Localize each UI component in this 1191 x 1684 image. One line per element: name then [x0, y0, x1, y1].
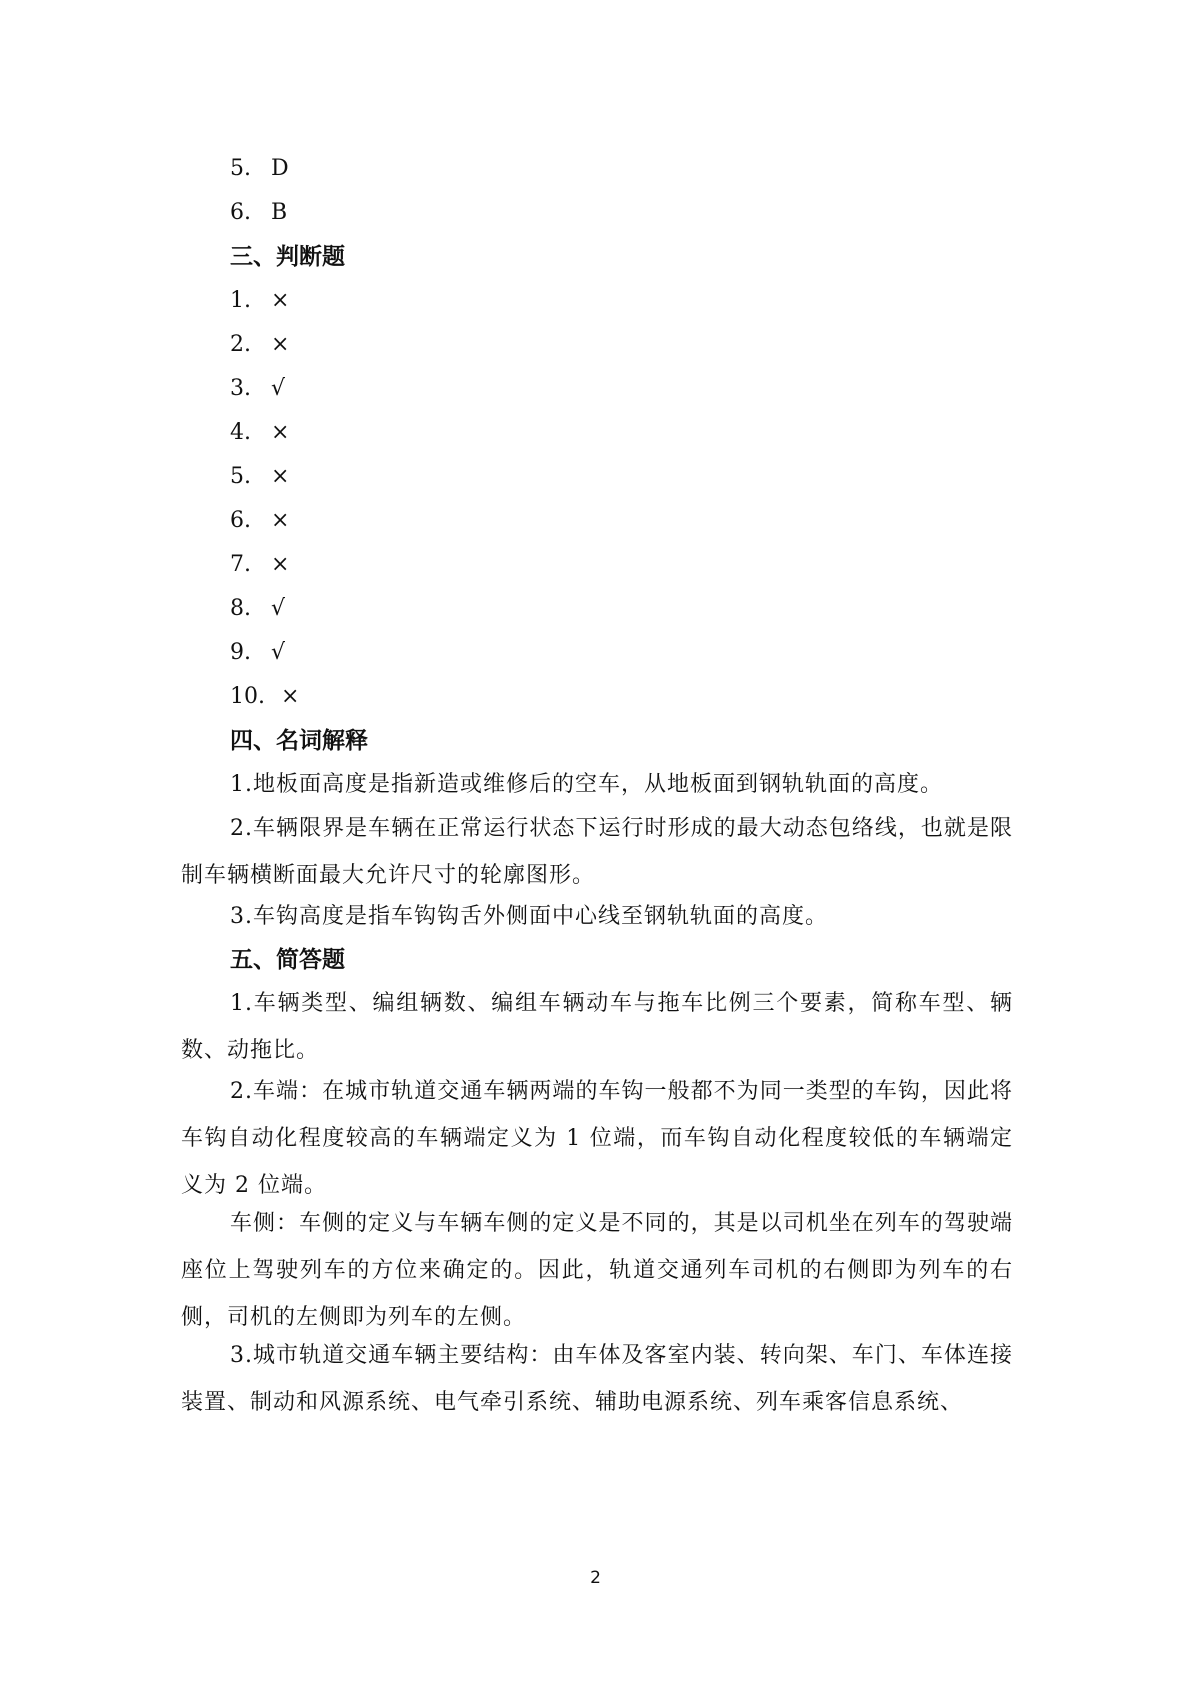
- item-answer: B: [271, 200, 288, 225]
- item-number: 2.: [230, 332, 251, 357]
- item-answer: D: [271, 156, 289, 181]
- item-mark: √: [271, 640, 286, 665]
- judgement-item-3: [230, 374, 285, 404]
- item-mark: ×: [271, 552, 290, 577]
- short-answer-paragraph-3: 车侧：车侧的定义与车辆车侧的定义是不同的，其是以司机坐在列车的驾驶端座位上驾驶列车的方位来确定的。因此，轨道交通列车司机的右侧即为列车的右侧，司机的左侧即为列车的左侧。: [181, 1211, 1013, 1330]
- short-answer-paragraph-2: 2.车端：在城市轨道交通车辆两端的车钩一般都不为同一类型的车钩，因此将车钩自动化程度较高的车辆端定义为 1 位端，而车钩自动化程度较低的车辆端定义为 2 位端。: [181, 1079, 1013, 1198]
- terms-paragraph-3: 3.车钩高度是指车钩钩舌外侧面中心线至钢轨轨面的高度。: [230, 904, 828, 929]
- judgement-item-9: [230, 638, 285, 668]
- item-mark: ×: [271, 508, 290, 533]
- judgement-item-10: [230, 682, 299, 712]
- judgement-item-8: [230, 594, 285, 624]
- item-number: 9.: [230, 640, 251, 665]
- item-number: 6.: [230, 200, 251, 225]
- section-heading-judgement: 三、判断题: [230, 244, 345, 270]
- judgement-item-2: [230, 330, 289, 360]
- section-heading-short-answer: 五、简答题: [230, 947, 345, 973]
- page-number: 2: [590, 1568, 601, 1588]
- item-number: 5.: [230, 464, 251, 489]
- item-mark: ×: [271, 464, 290, 489]
- judgement-item-5: [230, 462, 289, 492]
- item-number: 5.: [230, 156, 251, 181]
- short-answer-paragraph-1: 1.车辆类型、编组辆数、编组车辆动车与拖车比例三个要素，简称车型、辆数、动拖比。: [181, 991, 1013, 1063]
- judgement-item-6: [230, 506, 289, 536]
- section-heading-terms: 四、名词解释: [230, 728, 368, 754]
- short-answer-paragraph-4: 3.城市轨道交通车辆主要结构：由车体及客室内装、转向架、车门、车体连接装置、制动和风源系统、电气牵引系统、辅助电源系统、列车乘客信息系统、: [181, 1343, 1013, 1415]
- judgement-item-1: [230, 286, 289, 316]
- item-number: 1.: [230, 288, 251, 313]
- terms-paragraph-2: 2.车辆限界是车辆在正常运行状态下运行时形成的最大动态包络线，也就是限制车辆横断面最大允许尺寸的轮廓图形。: [181, 816, 1013, 888]
- item-number: 7.: [230, 552, 251, 577]
- terms-paragraph-1: 1.地板面高度是指新造或维修后的空车，从地板面到钢轨轨面的高度。: [230, 772, 943, 797]
- item-number: 8.: [230, 596, 251, 621]
- item-mark: √: [271, 376, 286, 401]
- item-number: 6.: [230, 508, 251, 533]
- choice-answer-6: [230, 198, 287, 228]
- item-mark: ×: [281, 684, 300, 709]
- item-number: 4.: [230, 420, 251, 445]
- judgement-item-4: [230, 418, 289, 448]
- item-mark: √: [271, 596, 286, 621]
- item-mark: ×: [271, 288, 290, 313]
- item-number: 3.: [230, 376, 251, 401]
- choice-answer-5: [230, 154, 289, 184]
- item-number: 10.: [230, 684, 265, 709]
- judgement-item-7: [230, 550, 289, 580]
- item-mark: ×: [271, 420, 290, 445]
- item-mark: ×: [271, 332, 290, 357]
